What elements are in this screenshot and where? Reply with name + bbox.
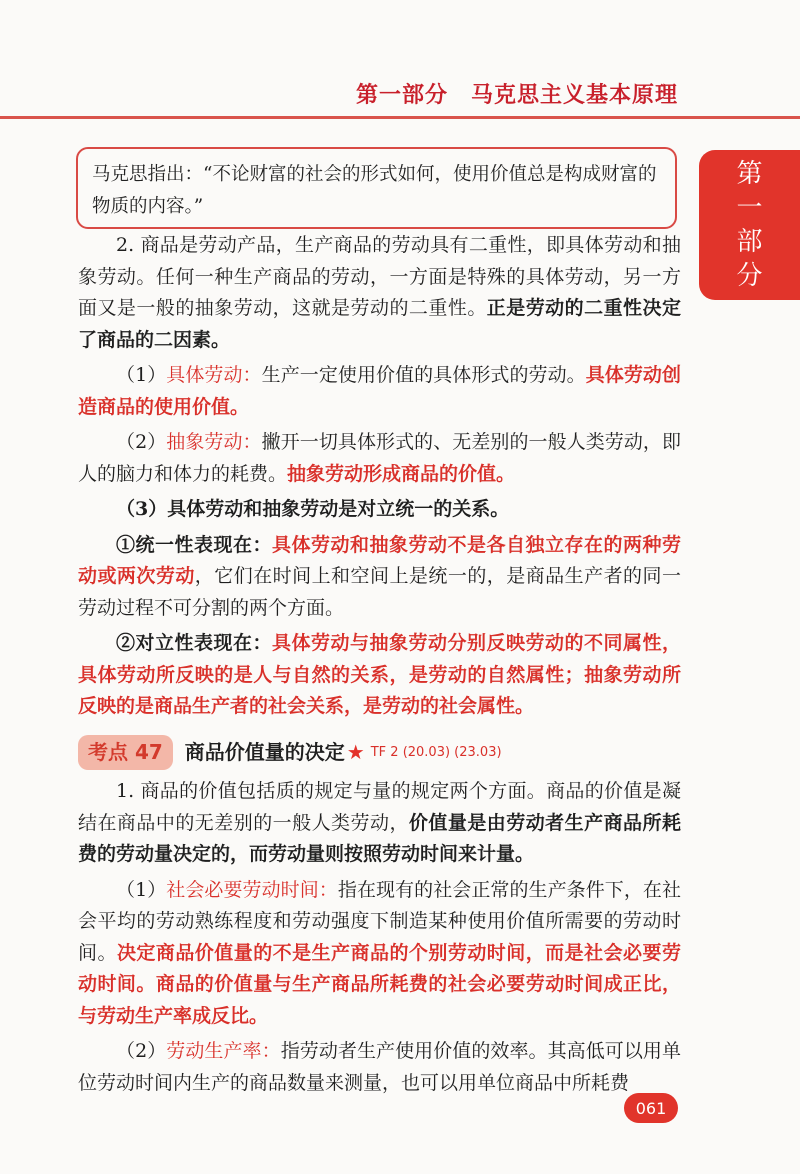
side-tab-char: 第 bbox=[736, 159, 763, 189]
lead-text: ②对立性表现在： bbox=[116, 632, 272, 654]
bold-text: 正是劳动的二重性决定了商品的二因素。 bbox=[78, 297, 681, 351]
lead-text: ①统一性表现在： bbox=[116, 533, 272, 556]
highlight-text: 抽象劳动形成商品的价值。 bbox=[287, 462, 516, 485]
highlight-text: 具体劳动和抽象劳动不是各自独立存在的两种劳动或两次劳动 bbox=[78, 533, 681, 587]
section-side-tab bbox=[699, 150, 800, 300]
highlight-text: 决定商品价值量的不是生产商品的个别劳动时间，而是社会必要劳动时间。商品的价值量与生产商品所耗费的社会必要劳动时间成正比，与劳动生产率成反比。 bbox=[78, 941, 681, 1027]
page-number: 061 bbox=[624, 1093, 678, 1123]
paragraph-value-quantity bbox=[78, 776, 681, 871]
side-tab-char: 部 bbox=[736, 227, 763, 257]
quote-box: 马克思指出：“不论财富的社会的形式如何，使用价值总是构成财富的物质的内容。” bbox=[76, 147, 677, 229]
running-header-title: 第一部分 马克思主义基本原理 bbox=[355, 83, 678, 108]
header-divider bbox=[0, 116, 800, 119]
term-abstract-labor: 抽象劳动 bbox=[166, 431, 243, 453]
paragraph-text: 生产一定使用价值的具体形式的劳动。 bbox=[261, 364, 586, 386]
main-content bbox=[78, 230, 681, 1099]
side-tab-char: 一 bbox=[736, 193, 763, 223]
paragraph-opposition bbox=[78, 628, 681, 723]
paragraph-unity bbox=[78, 530, 681, 625]
item-prefix: （1） bbox=[116, 364, 167, 386]
highlight-text: 具体劳动与抽象劳动分别反映劳动的不同属性，具体劳动所反映的是人与自然的关系，是劳动的自然属性；抽象劳动所反映的是商品生产者的社会关系，是劳动的社会属性。 bbox=[78, 632, 681, 717]
term-separator: ： bbox=[318, 878, 338, 901]
paragraph-text: 撇开一切具体形式的、无差别的一般人类劳动，即人的脑力和体力的耗费。 bbox=[78, 431, 681, 485]
paragraph-text: 指劳动者生产使用价值的效率。其高低可以用单位劳动时间内生产的商品数量来测量，也可以用单位商品中所耗费 bbox=[78, 1040, 681, 1094]
term-separator: ： bbox=[261, 1040, 281, 1062]
term-separator: ： bbox=[242, 364, 262, 386]
paragraph-text: 2. 商品是劳动产品，生产商品的劳动具有二重性，即具体劳动和抽象劳动。任何一种生产商品的劳动，一方面是特殊的具体劳动，另一方面又是一般的抽象劳动，这就是劳动的二重性。 bbox=[78, 234, 681, 319]
paragraph-abstract-labor bbox=[78, 427, 681, 490]
term-concrete-labor: 具体劳动 bbox=[166, 364, 243, 386]
paragraph-labor-productivity bbox=[78, 1036, 681, 1099]
item-prefix: （2） bbox=[116, 1040, 167, 1062]
paragraph-unity-of-opposites: （3）具体劳动和抽象劳动是对立统一的关系。 bbox=[116, 498, 510, 520]
section-heading bbox=[78, 735, 681, 771]
highlight-text: 具体劳动创造商品的使用价值。 bbox=[78, 364, 681, 418]
exam-frequency-tag: TF 2 (20.03) (23.03) bbox=[370, 744, 502, 760]
paragraph-text: 1. 商品的价值包括质的规定与量的规定两个方面。商品的价值是凝结在商品中的无差别的一般人类劳动， bbox=[78, 780, 681, 834]
item-prefix: （2） bbox=[116, 431, 167, 453]
item-prefix: （1） bbox=[116, 878, 167, 901]
term-labor-productivity: 劳动生产率 bbox=[166, 1040, 262, 1062]
paragraph-concrete-labor bbox=[78, 360, 681, 423]
paragraph-socially-necessary-time bbox=[78, 875, 681, 1033]
term-separator: ： bbox=[242, 431, 262, 453]
paragraph-text: 指在现有的社会正常的生产条件下，在社会平均的劳动熟练程度和劳动强度下制造某种使用价值所需要的劳动时间。 bbox=[78, 878, 681, 964]
exam-point-badge: 考点 47 bbox=[78, 735, 173, 771]
paragraph-labor-duality bbox=[78, 230, 681, 356]
star-icon: ★ bbox=[346, 739, 365, 764]
term-socially-necessary-time: 社会必要劳动时间 bbox=[166, 878, 319, 901]
bold-text: 价值量是由劳动者生产商品所耗费的劳动量决定的，而劳动量则按照劳动时间来计量。 bbox=[78, 811, 681, 865]
paragraph-text: ，它们在时间上和空间上是统一的，是商品生产者的同一劳动过程不可分割的两个方面。 bbox=[78, 565, 681, 619]
side-tab-char: 分 bbox=[736, 261, 763, 291]
section-title: 商品价值量的决定 bbox=[184, 739, 345, 764]
